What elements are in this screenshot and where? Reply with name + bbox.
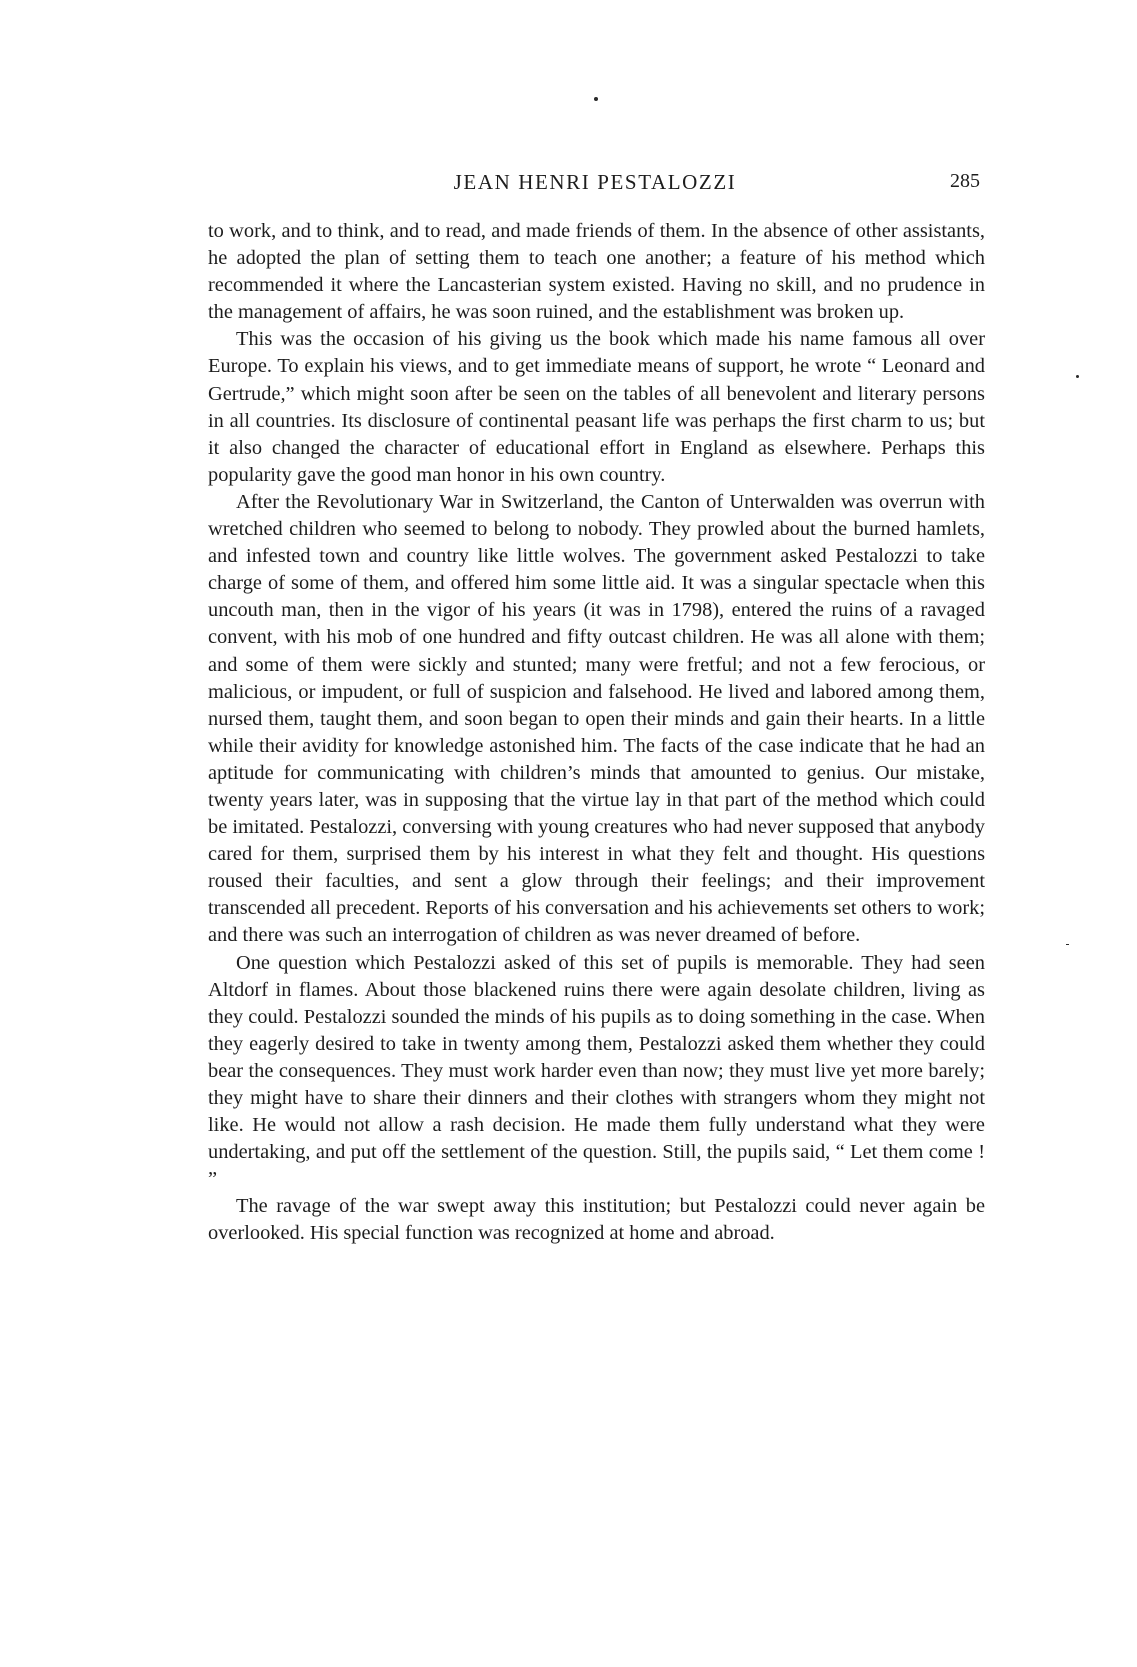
page-number: 285 — [950, 170, 980, 192]
paragraph: After the Revolutionary War in Switzerland, the Canton of Unterwalden was overrun with wretched children who seemed to belong to nobody. They prowled about the burned hamlets, and infested town and country like little wolves. The government asked Pestalozzi to take charge of some of them, and offered him some little aid. It was a singular spectacle when this uncouth man, then in the vigor of his years (it was in 1798), entered the ruins of a ravaged convent, with his mob of one hundred and fifty outcast children. He was all alone with them; and some of them were sickly and stunted; many were fretful; and not a few ferocious, or malicious, or impudent, or full of suspicion and falsehood. He lived and labored among them, nursed them, taught them, and soon began to open their minds and gain their hearts. In a little while their avidity for knowledge astonished him. The facts of the case indicate that he had an aptitude for communicating with children’s minds that amounted to genius. Our mistake, twenty years later, was in supposing that the virtue lay in that part of the method which could be imitated. Pestalozzi, conversing with young creatures who had never supposed that anybody cared for them, surprised them by his interest in what they felt and thought. His questions roused their faculties, and sent a glow through their feelings; and their improvement transcended all precedent. Reports of his conversation and his achievements set others to work; and there was such an interrogation of children as was never dreamed of before. — [208, 490, 985, 947]
running-head — [210, 170, 980, 200]
body-text — [208, 218, 985, 1248]
running-title: JEAN HENRI PESTALOZZI — [453, 170, 737, 194]
print-speck — [1076, 375, 1079, 378]
print-speck — [1066, 944, 1069, 945]
paragraph: The ravage of the war swept away this institution; but Pestalozzi could never again be overlooked. His special function was recognized at home and abroad. — [208, 1195, 985, 1245]
print-speck — [594, 97, 598, 101]
paragraph: One question which Pestalozzi asked of this set of pupils is memorable. They had seen Altdorf in flames. About those blackened ruins there were again desolate children, living as they could. Pestalozzi sounded the minds of his pupils as to doing something in the case. When they eagerly desired to take in twenty among them, Pestalozzi asked them whether they could bear the consequences. They must work harder even than now; they must live yet more barely; they might have to share their dinners and their clothes with strangers whom they might not like. He would not allow a rash decision. He made them fully understand what they were undertaking, and put off the settlement of the question. Still, the pupils said, “ Let them come ! ” — [208, 951, 985, 1191]
paragraph: to work, and to think, and to read, and made friends of them. In the absence of other assistants, he adopted the plan of setting them to teach one another; a feature of his method which recommended it where the Lancasterian system existed. Having no skill, and no prudence in the management of affairs, he was soon ruined, and the establishment was broken up. — [208, 220, 985, 324]
paragraph: This was the occasion of his giving us the book which made his name famous all over Europe. To explain his views, and to get immediate means of support, he wrote “ Leonard and Gertrude,” which might soon after be seen on the tables of all benevolent and literary persons in all countries. Its disclosure of continental peasant life was perhaps the first charm to us; but it also changed the character of educational effort in England as elsewhere. Perhaps this popularity gave the good man honor in his own country. — [208, 328, 985, 486]
